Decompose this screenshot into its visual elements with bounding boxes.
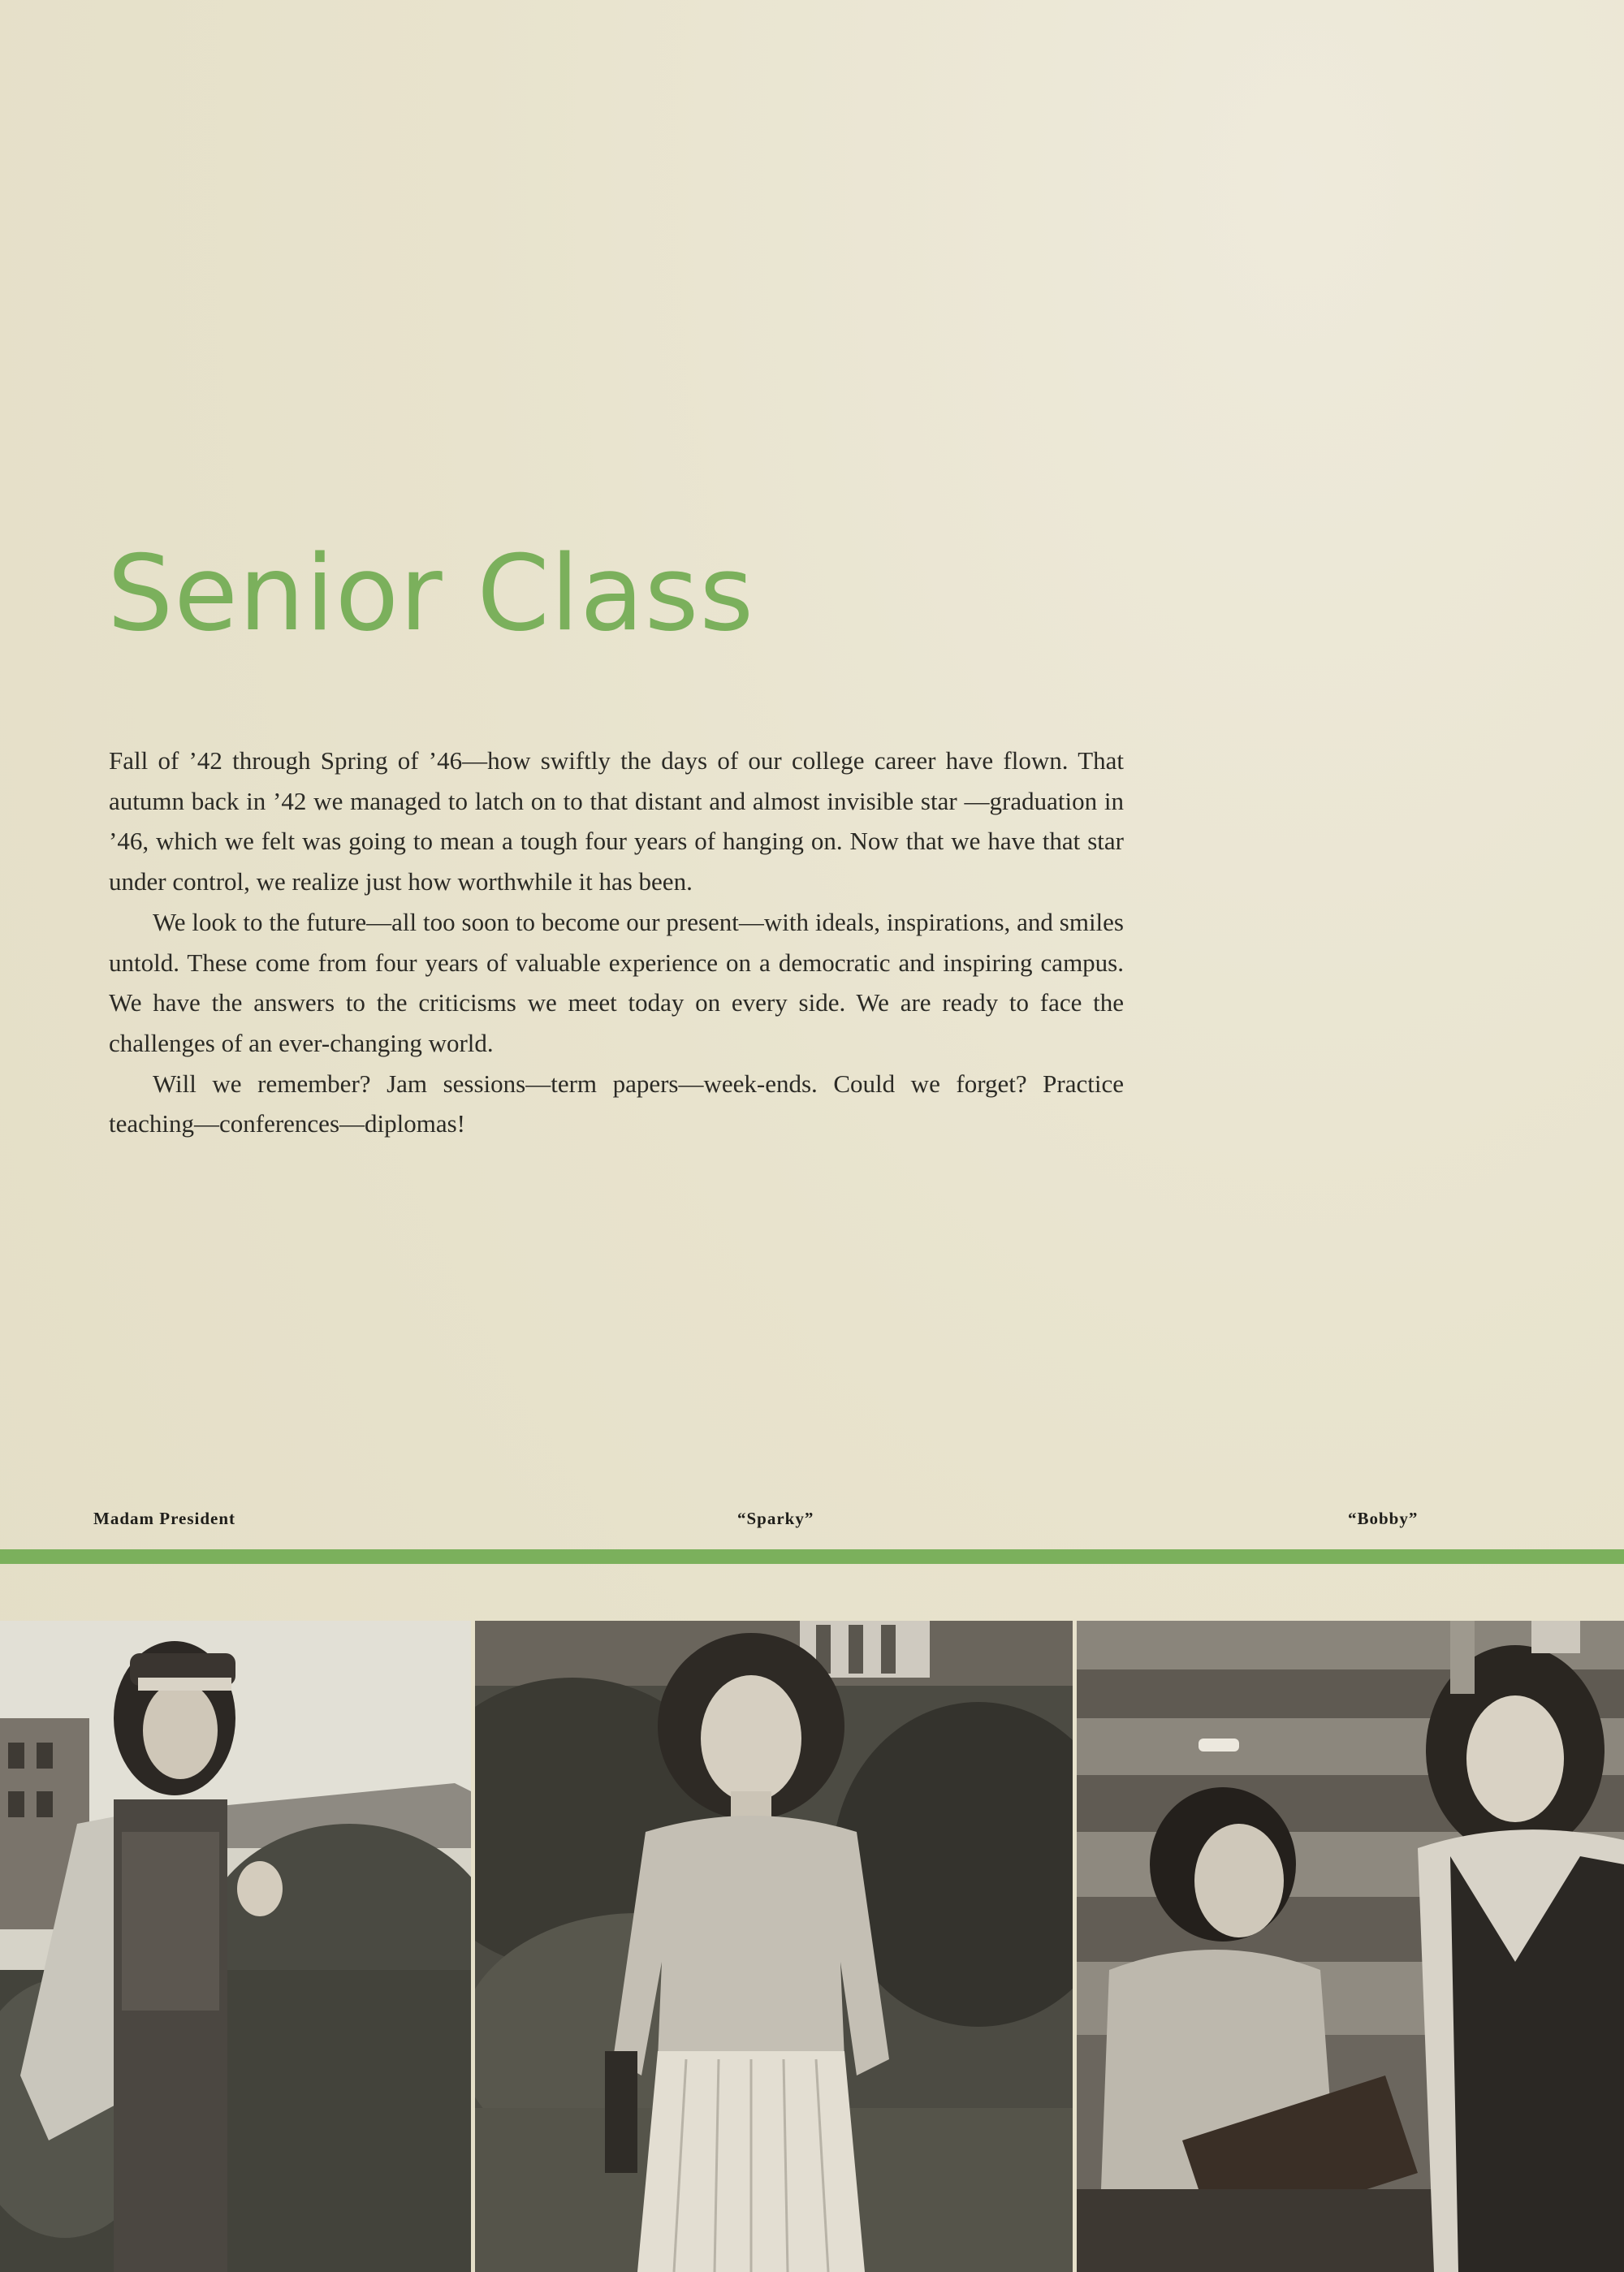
photo-bobby (1077, 1621, 1624, 2272)
photo-captions (0, 1509, 1624, 1533)
section-body (109, 741, 1124, 1144)
photo-sparky (475, 1621, 1073, 2272)
section-title: Senior Class (107, 533, 755, 654)
caption-madam-president: Madam President (93, 1509, 236, 1528)
caption-bobby: “Bobby” (1348, 1509, 1419, 1528)
paragraph-3: Will we remember? Jam sessions—term papers—week-ends. Could we forget? Practice teaching—conferences—diplomas! (109, 1069, 1124, 1138)
paragraph-1: Fall of ’42 through Spring of ’46—how swiftly the days of our college career have flown. That autumn back in ’42 we managed to latch on to that distant and almost invisible star —graduation in ’46, which we felt was going to mean a tough four years of hanging on. Now that we have that star under control, we realize just how worthwhile it has been. (109, 746, 1124, 896)
green-divider (0, 1549, 1624, 1564)
photo-madam-president (0, 1621, 471, 2272)
caption-sparky: “Sparky” (737, 1509, 814, 1528)
paragraph-2: We look to the future—all too soon to become our present—with ideals, inspirations, and smiles untold. These come from four years of valuable experience on a democratic and inspiring campus. We have the answers to the criticisms we meet today on every side. We are ready to face the challenges of an ever-changing world. (109, 907, 1124, 1057)
